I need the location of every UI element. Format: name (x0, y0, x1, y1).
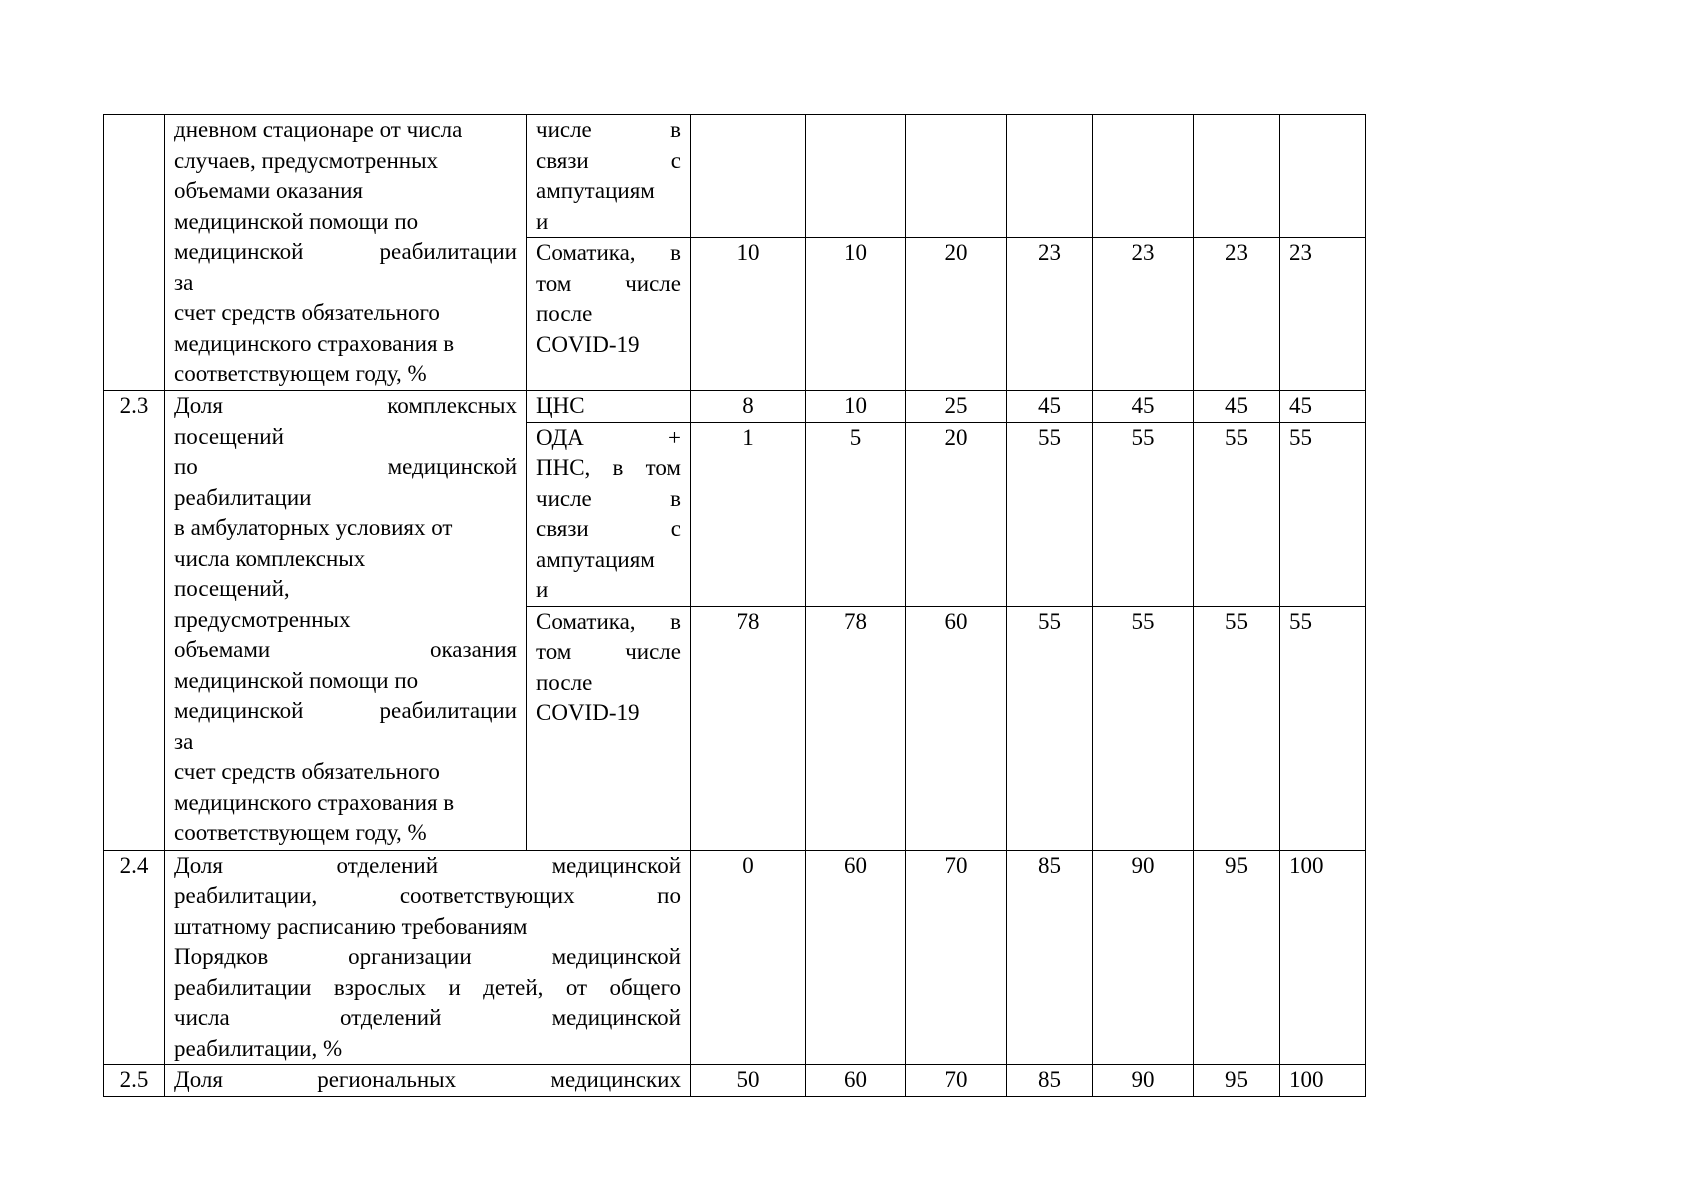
word: детей, (483, 974, 544, 1000)
value-cell: 20 (906, 238, 1007, 391)
value-cell: 60 (906, 606, 1007, 850)
word: числе (625, 270, 681, 296)
word: медицинской (387, 454, 517, 479)
value-cell: 45 (1007, 391, 1093, 423)
word: том (536, 639, 572, 664)
value-cell: 70 (906, 1065, 1007, 1097)
indicators-table (103, 114, 1366, 1097)
word: и (448, 974, 461, 1000)
subgroup-label: ОДА + ПНС, в том числе в связи с ампутациям и (527, 422, 691, 606)
value-cell: 95 (1194, 850, 1280, 1065)
table-row (104, 391, 1366, 423)
value-cell: 60 (806, 1065, 906, 1097)
word: в (612, 455, 624, 480)
value-cell: 85 (1007, 1065, 1093, 1097)
word: от (565, 974, 588, 1000)
word: отделений (339, 1005, 442, 1030)
subgroup-label: ЦНС (527, 391, 691, 423)
word: связи (536, 516, 589, 541)
word: Доля (174, 1067, 223, 1092)
word: соответствующих (399, 883, 575, 908)
value-cell: 10 (691, 238, 806, 391)
word: ОДА (536, 424, 584, 450)
value-cell: 23 (1093, 238, 1194, 391)
word: медицинской (551, 944, 681, 969)
table-row (104, 1065, 1366, 1097)
word: реабилитации (379, 239, 517, 264)
word: том (645, 455, 681, 480)
indicator-description: Доля комплексных посещений по медицинской реабилитации в амбулаторных условиях от числа комплексных посещений, предусмотренных объемами оказания медицинской помощи по медицинской реабилитации за счет средств обязательного медицинского страхования в соответствующем году, % (165, 391, 527, 851)
word: Порядков (174, 944, 269, 969)
value-cell: 1 (691, 422, 806, 606)
row-number-cell (104, 115, 165, 391)
table-row (104, 115, 1366, 238)
word: в (670, 485, 681, 511)
word: Соматика, (536, 240, 636, 265)
value-cell (806, 115, 906, 238)
word: с (670, 147, 681, 173)
word: комплексных (387, 393, 517, 418)
word: по (657, 883, 681, 908)
value-cell: 70 (906, 850, 1007, 1065)
value-cell: 78 (691, 606, 806, 850)
table-row (104, 850, 1366, 1065)
value-cell (691, 115, 806, 238)
value-cell: 55 (1280, 422, 1366, 606)
word: Доля (174, 393, 223, 418)
value-cell: 90 (1093, 850, 1194, 1065)
word: числе (536, 117, 592, 142)
value-cell: 20 (906, 422, 1007, 606)
word: общего (609, 974, 681, 1000)
value-cell: 55 (1194, 606, 1280, 850)
word: в (670, 117, 681, 142)
word: реабилитации (174, 974, 312, 1000)
word: реабилитации (379, 698, 517, 723)
word: связи (536, 147, 589, 173)
value-cell: 55 (1007, 422, 1093, 606)
value-cell (906, 115, 1007, 238)
value-cell: 55 (1093, 422, 1194, 606)
subgroup-label: Соматика, в том числе после COVID-19 (527, 606, 691, 850)
value-cell: 23 (1007, 238, 1093, 391)
value-cell: 55 (1007, 606, 1093, 850)
word: в (670, 608, 681, 634)
value-cell: 25 (906, 391, 1007, 423)
value-cell: 100 (1280, 850, 1366, 1065)
word: числе (625, 639, 681, 664)
word: медицинских (550, 1067, 681, 1092)
value-cell (1093, 115, 1194, 238)
row-number: 2.5 (104, 1065, 165, 1097)
indicator-description (165, 1065, 691, 1097)
word: числа (174, 1005, 230, 1030)
subgroup-label: числе в связи с ампутациям и (527, 115, 691, 238)
indicator-description: дневном стационаре от числа случаев, предусмотренных объемами оказания медицинской помощи по медицинской реабилитации за счет средств обязательного медицинского страхования в соответствующем году, % (165, 115, 527, 391)
row-number: 2.4 (104, 850, 165, 1065)
value-cell: 90 (1093, 1065, 1194, 1097)
word: Соматика, (536, 608, 636, 634)
value-cell: 0 (691, 850, 806, 1065)
value-cell (1280, 115, 1366, 238)
word: в (670, 240, 681, 265)
value-cell: 95 (1194, 1065, 1280, 1097)
word: с (670, 516, 681, 541)
value-cell: 8 (691, 391, 806, 423)
word: + (668, 424, 681, 450)
value-cell: 45 (1093, 391, 1194, 423)
word: по (174, 454, 198, 479)
value-cell: 55 (1093, 606, 1194, 850)
value-cell: 23 (1280, 238, 1366, 391)
word: отделений (336, 852, 438, 878)
value-cell: 23 (1194, 238, 1280, 391)
word: медицинской (551, 852, 681, 878)
value-cell (1007, 115, 1093, 238)
value-cell: 5 (806, 422, 906, 606)
value-cell: 55 (1194, 422, 1280, 606)
word: медицинской (174, 698, 304, 723)
word: медицинской (551, 1005, 681, 1030)
value-cell: 100 (1280, 1065, 1366, 1097)
row-number: 2.3 (104, 391, 165, 851)
value-cell: 78 (806, 606, 906, 850)
word: взрослых (333, 974, 427, 1000)
word: ПНС, (536, 455, 591, 480)
word: объемами (174, 637, 271, 662)
word: организации (348, 944, 472, 969)
value-cell: 85 (1007, 850, 1093, 1065)
justified-line (174, 237, 517, 268)
word: оказания (429, 637, 517, 662)
value-cell (1194, 115, 1280, 238)
subgroup-label: Соматика, в том числе после COVID-19 (527, 238, 691, 391)
word: числе (536, 485, 592, 511)
word: региональных (317, 1067, 457, 1092)
value-cell: 45 (1280, 391, 1366, 423)
value-cell: 60 (806, 850, 906, 1065)
word: реабилитации, (174, 883, 318, 908)
word: медицинской (174, 239, 304, 264)
value-cell: 10 (806, 238, 906, 391)
word: том (536, 270, 572, 296)
word: Доля (174, 852, 223, 878)
value-cell: 45 (1194, 391, 1280, 423)
value-cell: 55 (1280, 606, 1366, 850)
value-cell: 10 (806, 391, 906, 423)
value-cell: 50 (691, 1065, 806, 1097)
indicator-description: Доля отделений медицинской реабилитации, соответствующих по штатному расписанию требованиям Порядков организации медицинской реабилитации взрослых и детей, от общего числа отделений медицинской реабилитации, % (165, 850, 691, 1065)
